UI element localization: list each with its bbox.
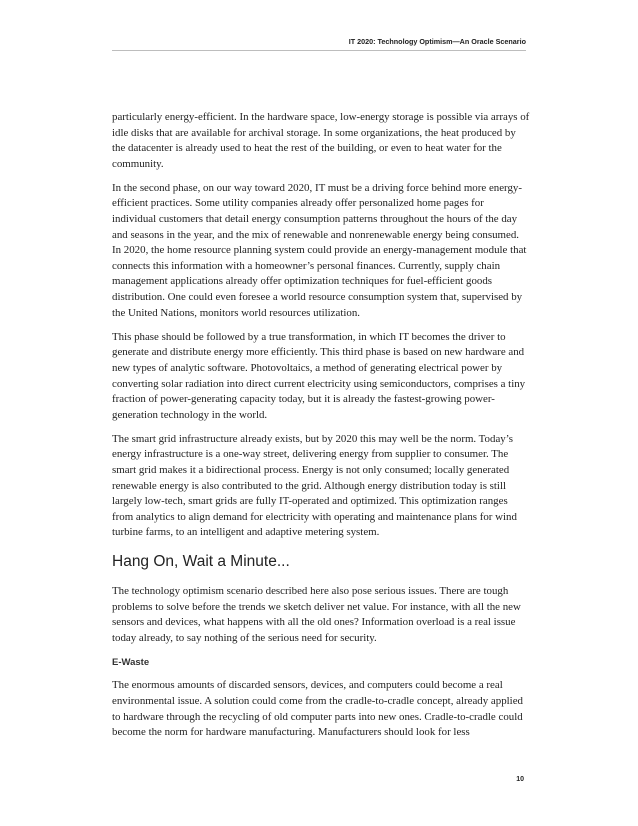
body-paragraph: The smart grid infrastructure already exists, but by 2020 this may well be the norm. Today’s energy infrastructure is a one-way street, delivering energy from supplier to consumer. The smart grid makes it a bidirectional process. Energy is not only consumed; locally generated renewable energy is also contributed to the grid. Although energy distribution today is still largely low-tech, smart grids are fully IT-operated and optimized. This optimization ranges from analytics to align demand for electricity with operating and maintenance plans for wind turbine farms, to an intelligent and adaptive metering system. [112,432,517,539]
body-paragraph: The technology optimism scenario described here also pose serious issues. There are tough problems to solve before the trends we sketch deliver net value. For instance, with all the new sensors and devices, what happens with all the old ones? Information overload is a real issue today already, to say nothing of the serious need for security. [112,584,521,644]
running-header: IT 2020: Technology Optimism—An Oracle Scenario [348,37,526,46]
body-paragraph: particularly energy-efficient. In the hardware space, low-energy storage is possible via arrays of idle disks that are available for archival storage. In some organizations, the heat produced by the datacenter is already used to heat the rest of the building, or even to heat water for the community. [112,111,530,170]
section-heading: Hang On, Wait a Minute... [112,552,290,570]
header-divider [112,50,526,51]
subsection-heading: E-Waste [112,657,150,669]
body-content [112,110,530,749]
body-paragraph: In the second phase, on our way toward 2020, IT must be a driving force behind more energy-efficient practices. Some utility companies already offer personalized home pages for individual customers that detail energy consumption patterns throughout the hours of the day and seasons in the year, and the mix of renewable and nonrenewable energy being consumed. In 2020, the home resource planning system could provide an energy-management module that connects this information with a homeowner’s personal finances. Currently, supply chain management applications already offer optimization techniques for fuel-efficient goods distribution. One could even foresee a world resource consumption system that, supervised by the United Nations, monitors world resources utilization. [112,181,527,319]
body-paragraph: The enormous amounts of discarded sensors, devices, and computers could become a real environmental issue. A solution could come from the cradle-to-cradle concept, already applied to hardware through the recycling of old computer parts into new ones. Cradle-to-cradle could become the norm for hardware manufacturing. Manufacturers should look for less [112,679,523,739]
page-number: 10 [516,776,524,783]
body-paragraph: This phase should be followed by a true transformation, in which IT becomes the driver to generate and distribute energy more efficiently. This third phase is based on new hardware and new types of analytic software. Photovoltaics, a method of generating electrical power by converting solar radiation into direct current electricity using semiconductors, comprises a tiny fraction of power-generating capacity today, but it is already the fastest-growing power-generation technology in the world. [112,330,526,421]
